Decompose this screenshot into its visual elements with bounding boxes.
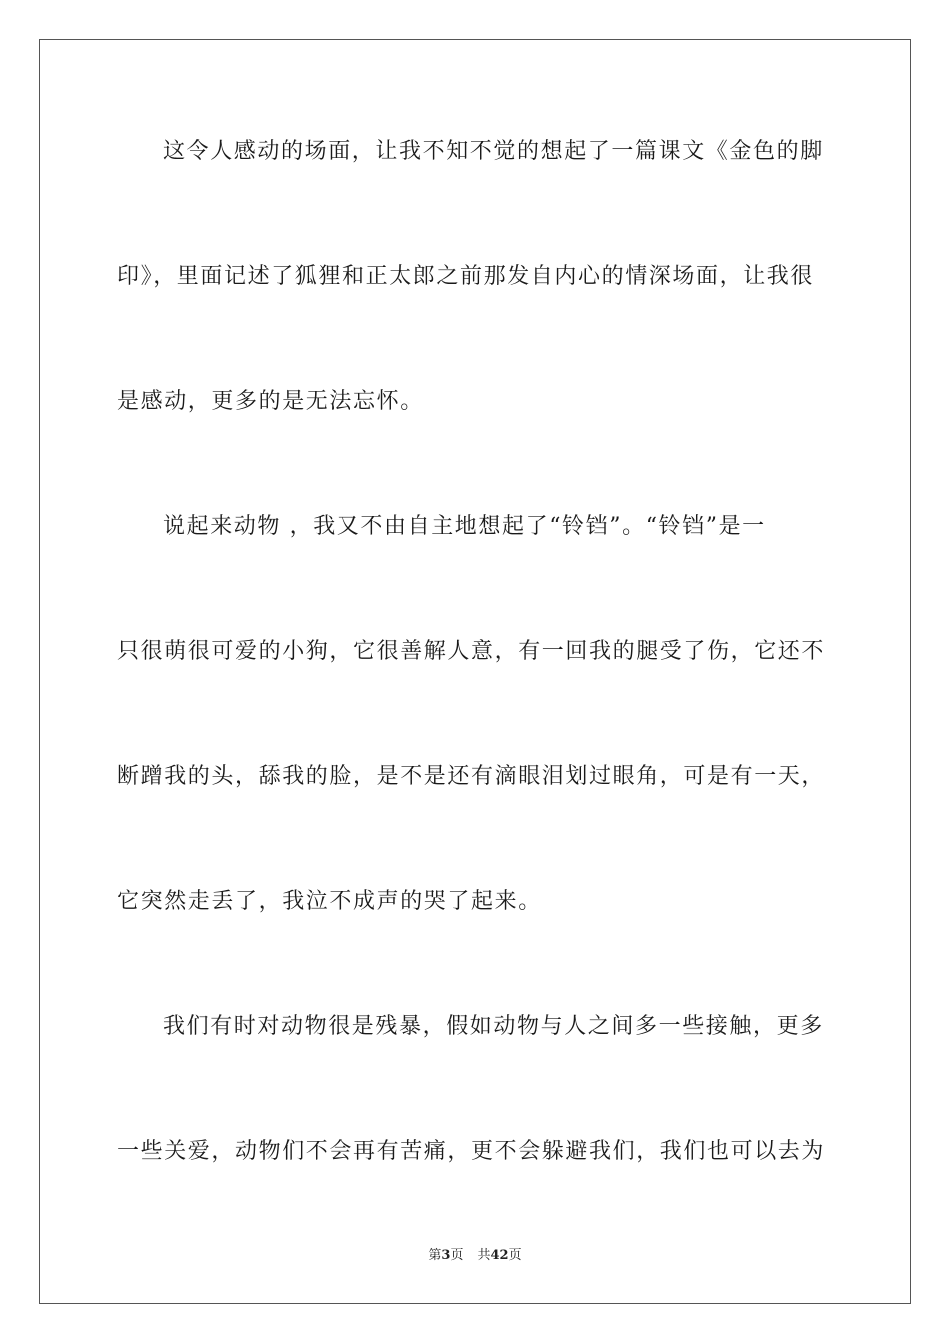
total-prefix: 共 (477, 1248, 491, 1263)
page-border (39, 39, 911, 1304)
page-prefix: 第 (428, 1248, 442, 1263)
total-suffix: 页 (508, 1248, 522, 1263)
total-pages: 42 (490, 1248, 509, 1263)
text-line-5: 只很萌很可爱的小狗，它很善解人意，有一回我的腿受了伤，它还不 (117, 639, 826, 664)
text-line-2: 印》，里面记述了狐狸和正太郎之前那发自内心的情深场面，让我很 (117, 264, 815, 289)
text-line-8: 我们有时对动物很是残暴，假如动物与人之间多一些接触，更多 (163, 1014, 824, 1039)
page-number: 3 (441, 1248, 451, 1263)
text-line-4: 说起来动物 ，我又不由自主地想起了“铃铛”。“铃铛”是一 (163, 514, 766, 539)
text-line-1: 这令人感动的场面，让我不知不觉的想起了一篇课文《金色的脚 (163, 139, 824, 164)
text-line-9: 一些关爱，动物们不会再有苦痛，更不会躲避我们，我们也可以去为 (117, 1139, 826, 1164)
text-line-7: 它突然走丢了，我泣不成声的哭了起来。 (117, 889, 542, 914)
text-line-3: 是感动，更多的是无法忘怀。 (117, 389, 424, 414)
text-line-6: 断蹭我的头，舔我的脸，是不是还有滴眼泪划过眼角，可是有一天， (117, 764, 826, 789)
page-suffix: 页 (450, 1248, 464, 1263)
page-footer (0, 1247, 950, 1265)
